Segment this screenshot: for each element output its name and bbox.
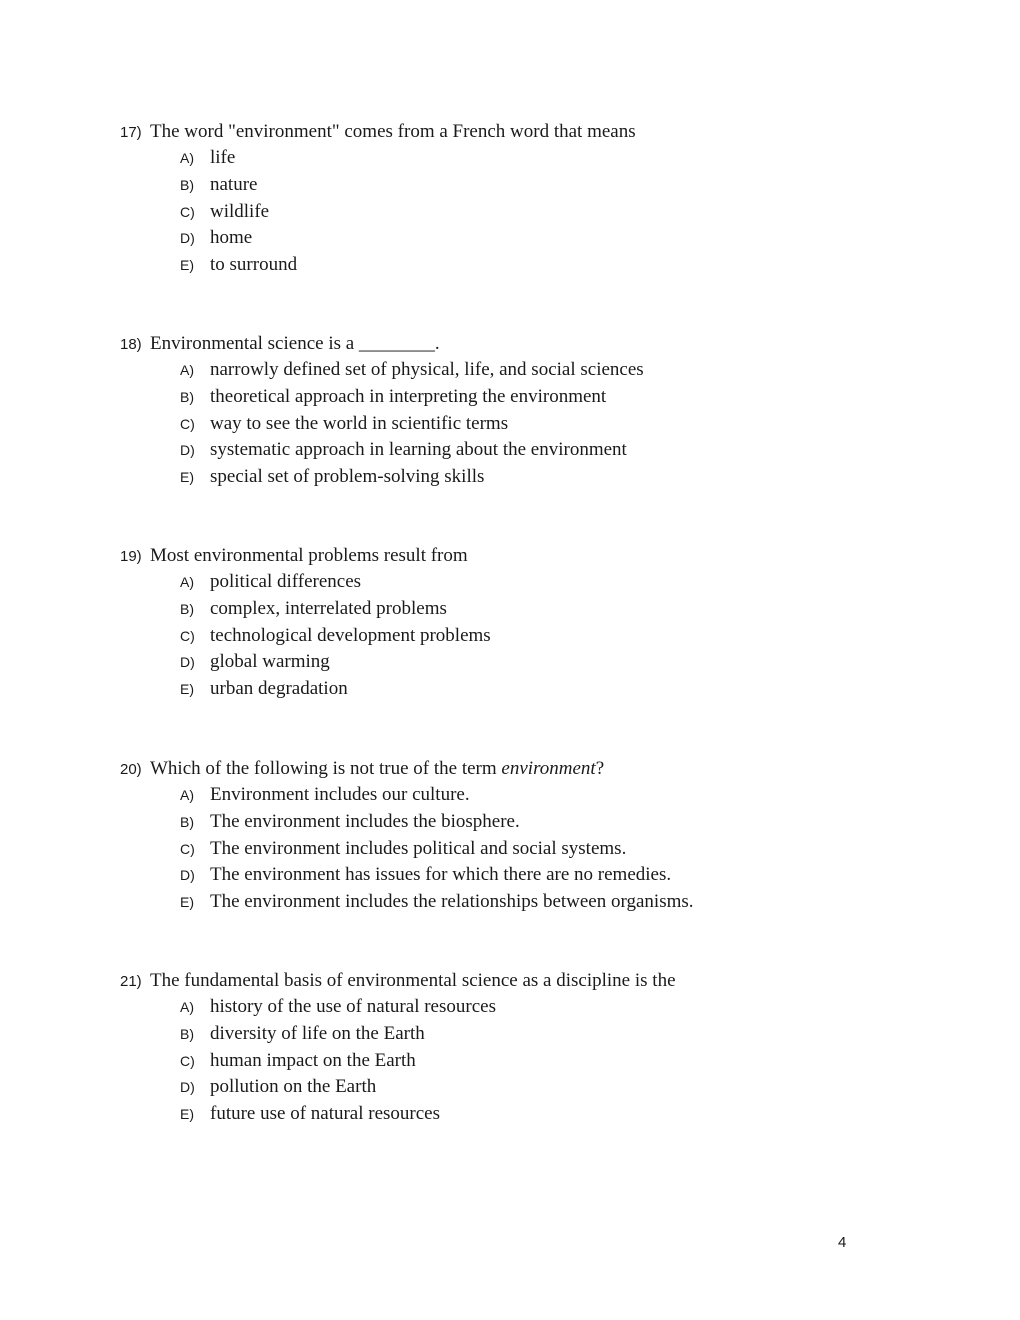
answer-option-d xyxy=(180,862,900,889)
answer-option-c xyxy=(180,623,900,650)
option-letter: A) xyxy=(180,787,194,803)
answer-option-a xyxy=(180,782,900,809)
option-text: theoretical approach in interpreting the environment xyxy=(210,385,607,407)
option-text: human impact on the Earth xyxy=(210,1049,416,1071)
option-letter: B) xyxy=(180,388,194,405)
answer-option-e xyxy=(180,252,900,279)
option-letter: D) xyxy=(180,230,195,247)
question-number: 19) xyxy=(120,548,142,565)
answer-option-d xyxy=(180,1074,900,1101)
option-text: The environment includes the biosphere. xyxy=(210,810,520,832)
question-text-after: ? xyxy=(595,758,605,779)
answer-option-a xyxy=(180,569,900,596)
option-letter: A) xyxy=(180,362,194,378)
option-text: complex, interrelated problems xyxy=(210,597,447,619)
option-text: systematic approach in learning about the environment xyxy=(210,439,627,461)
option-letter: D) xyxy=(180,442,195,459)
answer-options xyxy=(120,569,900,703)
question-text: Environmental science is a ________. xyxy=(150,333,440,354)
option-letter: A) xyxy=(180,574,194,590)
option-text: pollution on the Earth xyxy=(210,1076,377,1098)
answer-option-c xyxy=(180,411,900,438)
answer-option-d xyxy=(180,225,900,252)
option-letter: D) xyxy=(180,1079,195,1096)
answer-option-a xyxy=(180,994,900,1021)
answer-options xyxy=(120,994,900,1128)
option-text: diversity of life on the Earth xyxy=(210,1022,425,1044)
question-number: 20) xyxy=(120,761,142,778)
answer-option-b xyxy=(180,596,900,623)
option-text: home xyxy=(210,227,253,249)
option-text: nature xyxy=(210,173,258,195)
question-21 xyxy=(120,967,900,1128)
question-number: 17) xyxy=(120,124,142,141)
option-letter: E) xyxy=(180,469,194,485)
option-letter: B) xyxy=(180,1025,194,1042)
option-text: technological development problems xyxy=(210,624,491,646)
question-stem xyxy=(120,967,900,994)
question-text: The word "environment" comes from a French word that means xyxy=(150,121,636,142)
option-text: narrowly defined set of physical, life, and social sciences xyxy=(210,359,644,380)
answer-option-e xyxy=(180,676,900,703)
question-19 xyxy=(120,542,900,703)
option-letter: E) xyxy=(180,681,194,697)
answer-option-b xyxy=(180,809,900,836)
option-letter: B) xyxy=(180,176,194,193)
answer-option-e xyxy=(180,1101,900,1128)
answer-option-d xyxy=(180,437,900,464)
answer-option-b xyxy=(180,172,900,199)
option-letter: E) xyxy=(180,894,194,910)
option-letter: A) xyxy=(180,999,194,1015)
answer-option-c xyxy=(180,199,900,226)
option-text: The environment includes the relationships between organisms. xyxy=(210,891,694,912)
option-letter: E) xyxy=(180,1106,194,1122)
option-letter: D) xyxy=(180,867,195,884)
question-text xyxy=(150,758,604,779)
option-text: future use of natural resources xyxy=(210,1103,441,1124)
question-stem xyxy=(120,330,900,357)
option-text: urban degradation xyxy=(210,678,348,699)
question-text: Most environmental problems result from xyxy=(150,545,468,566)
option-text: political differences xyxy=(210,571,362,592)
option-text: wildlife xyxy=(210,200,270,222)
option-letter: C) xyxy=(180,840,195,857)
question-18 xyxy=(120,330,900,491)
option-letter: A) xyxy=(180,150,194,166)
question-text-italic-term: environment xyxy=(501,758,596,779)
option-letter: C) xyxy=(180,415,195,432)
option-letter: B) xyxy=(180,813,194,830)
answer-option-c xyxy=(180,1048,900,1075)
option-text: to surround xyxy=(210,254,298,275)
question-number: 18) xyxy=(120,336,142,353)
question-20 xyxy=(120,755,900,916)
answer-option-e xyxy=(180,464,900,491)
answer-option-c xyxy=(180,836,900,863)
option-text: The environment has issues for which there are no remedies. xyxy=(210,864,672,886)
question-text: The fundamental basis of environmental science as a discipline is the xyxy=(150,970,676,991)
answer-option-b xyxy=(180,384,900,411)
answer-option-d xyxy=(180,649,900,676)
question-text-before: Which of the following is not true of the term xyxy=(150,758,502,779)
option-letter: B) xyxy=(180,600,194,617)
question-number: 21) xyxy=(120,973,142,990)
question-stem xyxy=(120,118,900,145)
option-text: global warming xyxy=(210,651,330,673)
option-text: Environment includes our culture. xyxy=(210,784,470,805)
answer-options xyxy=(120,782,900,916)
option-text: history of the use of natural resources xyxy=(210,996,496,1017)
question-stem xyxy=(120,755,900,782)
option-text: way to see the world in scientific terms xyxy=(210,412,509,434)
question-stem xyxy=(120,542,900,569)
answer-options xyxy=(120,145,900,279)
option-letter: D) xyxy=(180,654,195,671)
question-17 xyxy=(120,118,900,279)
option-text: special set of problem-solving skills xyxy=(210,466,485,487)
answer-option-a xyxy=(180,357,900,384)
answer-options xyxy=(120,357,900,491)
option-letter: E) xyxy=(180,257,194,273)
option-text: life xyxy=(210,147,236,168)
option-text: The environment includes political and social systems. xyxy=(210,837,627,859)
option-letter: C) xyxy=(180,1052,195,1069)
option-letter: C) xyxy=(180,203,195,220)
page-number: 4 xyxy=(838,1234,847,1251)
answer-option-a xyxy=(180,145,900,172)
answer-option-b xyxy=(180,1021,900,1048)
answer-option-e xyxy=(180,889,900,916)
option-letter: C) xyxy=(180,627,195,644)
